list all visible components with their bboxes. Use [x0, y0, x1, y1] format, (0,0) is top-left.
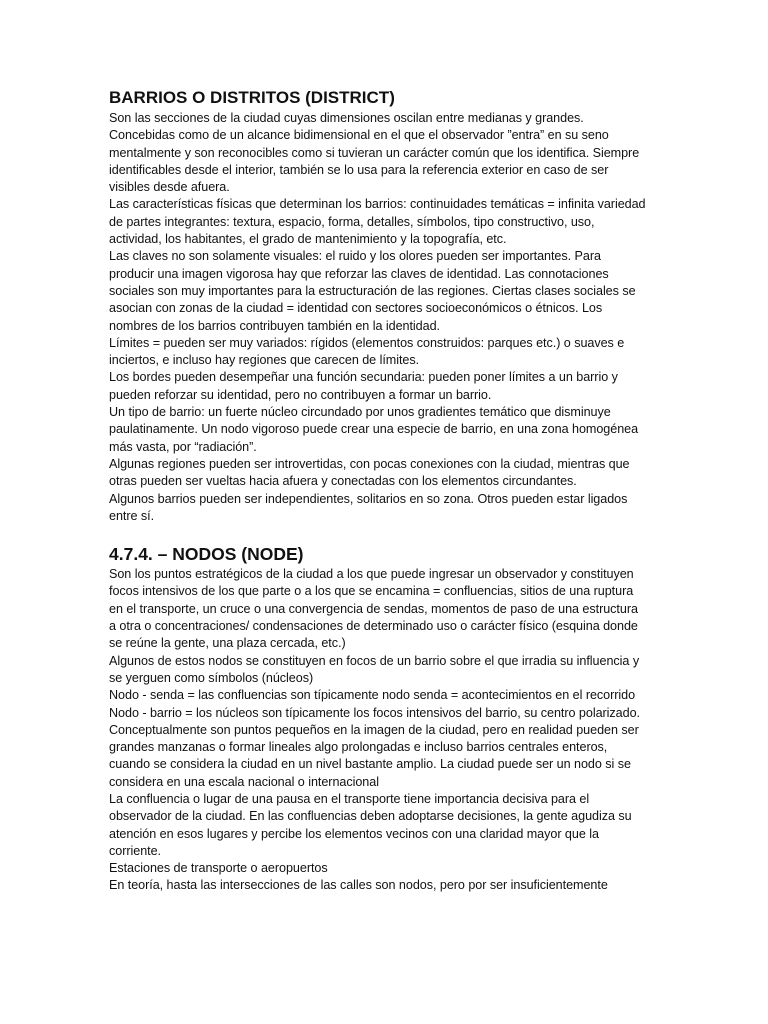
- paragraph: Algunos barrios pueden ser independientes, solitarios en so zona. Otros pueden estar ligados entre sí.: [109, 491, 628, 523]
- paragraph: Las claves no son solamente visuales: el ruido y los olores pueden ser importantes. Para producir una imagen vigorosa hay que reforzar las claves de identidad. Las connotaciones sociales son muy importantes para la estructuración de las regiones. Ciertas clases sociales se asocian con zonas de la ciudad = identidad con sectores socioeconómicos o étnicos. Los nombres de los barrios contribuyen también en la identidad.: [109, 249, 636, 333]
- paragraph: La confluencia o lugar de una pausa en el transporte tiene importancia decisiva para el observador de la ciudad. En las confluencias deben adoptarse decisiones, la gente agudiza su atención en esos lugares y percibe los elementos vecinos con una claridad mayor que la corriente.: [109, 791, 632, 858]
- paragraph: Los bordes pueden desempeñar una función secundaria: pueden poner límites a un barrio y pueden reforzar su identidad, pero no contribuyen a formar un barrio.: [109, 370, 618, 402]
- section-heading-nodos: 4.7.4. – NODOS (NODE): [109, 544, 304, 565]
- paragraph: Estaciones de transporte o aeropuertos: [109, 861, 328, 876]
- paragraph: En teoría, hasta las intersecciones de las calles son nodos, pero por ser insuficientemente: [109, 878, 608, 893]
- paragraph: Nodo - barrio = los núcleos son típicamente los focos intensivos del barrio, su centro polarizado.: [109, 705, 640, 720]
- paragraph: Son las secciones de la ciudad cuyas dimensiones oscilan entre medianas y grandes. Concebidas como de un alcance bidimensional en el que el observador ”entra” en su seno mentalmente y son reconocibles como si tuvieran un carácter común que los identifica. Siempre identificables desde el interior, también se lo usa para la referencia exterior en caso de ser visibles desde afuera.: [109, 111, 640, 195]
- section-heading-barrios: BARRIOS O DISTRITOS (DISTRICT): [109, 88, 395, 107]
- paragraph: Nodo - senda = las confluencias son típicamente nodo senda = acontecimientos en el recorrido: [109, 688, 636, 703]
- paragraph: Un tipo de barrio: un fuerte núcleo circundado por unos gradientes temático que disminuye paulatinamente. Un nodo vigoroso puede crear una especie de barrio, en una zona homogénea más vasta, por “radiación”.: [109, 405, 639, 454]
- paragraph: Conceptualmente son puntos pequeños en la imagen de la ciudad, pero en realidad pueden ser grandes manzanas o formar lineales algo prolongadas e incluso barrios centrales enteros, cuando se considera la ciudad en un nivel bastante amplio. La ciudad puede ser un nodo si se considera en una escala nacional o internacional: [109, 722, 639, 789]
- paragraph: Algunos de estos nodos se constituyen en focos de un barrio sobre el que irradia su influencia y se yerguen como símbolos (núcleos): [109, 653, 640, 685]
- paragraph: Límites = pueden ser muy variados: rígidos (elementos construidos: parques etc.) o suaves e inciertos, e incluso hay regiones que carecen de límites.: [109, 335, 625, 368]
- paragraph: Son los puntos estratégicos de la ciudad a los que puede ingresar un observador y constituyen focos intensivos de los que parte o a los que se encamina = confluencias, sitios de una ruptura en el transporte, un cruce o una convergencia de sendas, momentos de paso de una estructura a otra o concentraciones/ condensaciones de determinado uso o carácter físico (esquina donde se reúne la gente, una plaza cercada, etc.): [109, 567, 638, 651]
- paragraph: Las características físicas que determinan los barrios: continuidades temáticas = infinita variedad de partes integrantes: textura, espacio, forma, detalles, símbolos, tipo constructivo, uso, actividad, los habitantes, el grado de mantenimiento y la topografía, etc.: [109, 197, 646, 247]
- paragraph: Algunas regiones pueden ser introvertidas, con pocas conexiones con la ciudad, mientras que otras pueden ser vueltas hacia afuera y conectadas con los elementos circundantes.: [109, 456, 630, 489]
